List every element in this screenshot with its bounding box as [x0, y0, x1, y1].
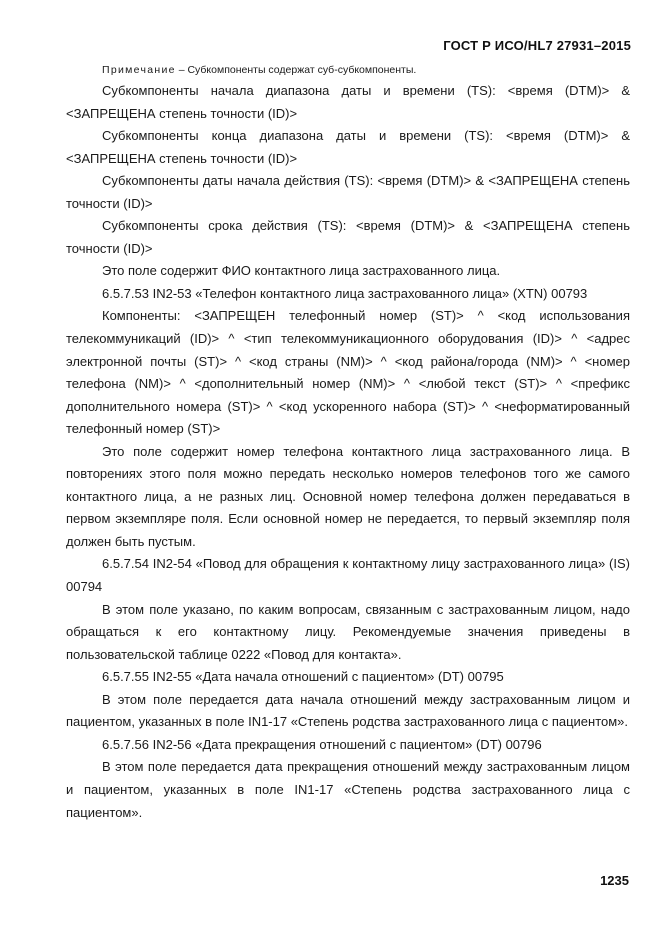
paragraph-contact-name-description: Это поле содержит ФИО контактного лица застрахованного лица. [102, 263, 501, 279]
paragraph-contact-reason-description: В этом поле указано, по каким вопросам, связанным с застрахованным лицом, надо обращаться к его контактному лицу. Рекомендуемые значения приведены в пользовательской таблице 0222 «Повод для контакта». [66, 601, 630, 662]
paragraph-subcomponents-range-end: Субкомпоненты конца диапазона даты и времени (TS): <время (DTM)> & <ЗАПРЕЩЕНА степень точности (ID)> [66, 128, 630, 166]
paragraph-subcomponents-range-start: Субкомпоненты начала диапазона даты и времени (TS): <время (DTM)> & <ЗАПРЕЩЕНА степень точности (ID)> [66, 83, 630, 121]
paragraph-subcomponents-effective-date: Субкомпоненты даты начала действия (TS): <время (DTM)> & <ЗАПРЕЩЕНА степень точности (ID)> [66, 173, 630, 211]
page-number: 1235 [600, 873, 629, 888]
note [102, 60, 630, 80]
paragraph-phone-description: Это поле содержит номер телефона контактного лица застрахованного лица. В повторениях этого поля можно передать несколько номеров телефонов того же самого контактного лица, а не разных лиц. Основной номер телефона должен передаваться в первом экземпляре поля. Если основной номер не передается, то первый экземпляр поля должен быть пустым. [66, 443, 630, 549]
paragraph-components: Компоненты: <ЗАПРЕЩЕН телефонный номер (ST)> ^ <код использования телекоммуникаций (ID)> ^ <тип телекоммуникационного оборудования (ID)> ^ <адрес электронной почты (ST)> ^ <код страны (NM)> ^ <код района/города (NM)> ^ <номер телефона (NM)> ^ <дополнительный номер (NM)> ^ <любой текст (ST)> ^ <префикс дополнительного номера (ST)> ^ <код ускоренного набора (ST)> ^ <неформатированный телефонный номер (ST)> [66, 308, 630, 437]
section-heading-in2-54: 6.5.7.54 IN2-54 «Повод для обращения к контактному лицу застрахованного лица» (IS) 00794 [66, 556, 630, 595]
paragraph-subcomponents-expiration: Субкомпоненты срока действия (TS): <время (DTM)> & <ЗАПРЕЩЕНА степень точности (ID)> [66, 218, 630, 256]
note-text: – Субкомпоненты содержат суб-субкомпоненты. [175, 64, 417, 76]
section-heading-in2-55: 6.5.7.55 IN2-55 «Дата начала отношений с пациентом» (DT) 00795 [102, 669, 504, 685]
paragraph-relationship-end-description: В этом поле передается дата прекращения отношений между застрахованным лицом и пациентом, указанных в поле IN1-17 «Степень родства застрахованного лица с пациентом». [66, 759, 630, 820]
document-body [66, 60, 630, 824]
section-heading-in2-56: 6.5.7.56 IN2-56 «Дата прекращения отношений с пациентом» (DT) 00796 [102, 736, 542, 752]
standard-header: ГОСТ Р ИСО/HL7 27931–2015 [443, 38, 631, 53]
section-heading-in2-53: 6.5.7.53 IN2-53 «Телефон контактного лица застрахованного лица» (XTN) 00793 [102, 285, 588, 301]
paragraph-relationship-start-description: В этом поле передается дата начала отношений между застрахованным лицом и пациентом, указанных в поле IN1-17 «Степень родства застрахованного лица с пациентом». [66, 691, 630, 730]
note-label: Примечание [102, 64, 176, 76]
